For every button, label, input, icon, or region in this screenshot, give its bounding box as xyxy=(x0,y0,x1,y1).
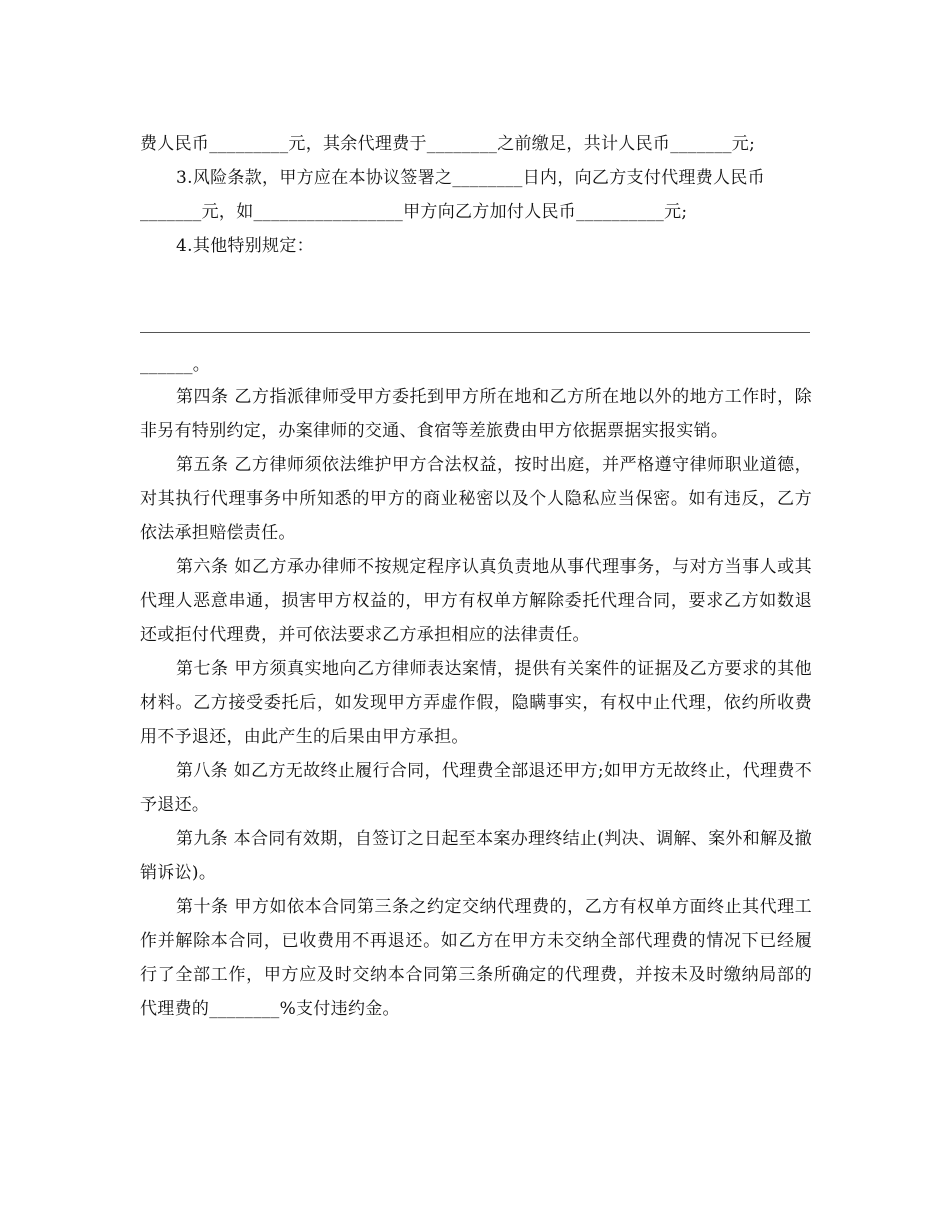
blank-tail-block xyxy=(140,348,812,382)
blank-fill-line xyxy=(140,332,810,333)
article-8: 第八条 如乙方无故终止履行合同，代理费全部退还甲方;如甲方无故终止，代理费不予退还。 xyxy=(140,761,812,815)
article-9: 第九条 本合同有效期，自签订之日起至本案办理终结止(判决、调解、案外和解及撤销诉讼)。 xyxy=(140,829,812,883)
article-10: 第十条 甲方如依本合同第三条之约定交纳代理费的，乙方有权单方面终止其代理工作并解除本合同，已收费用不再退还。如乙方在甲方未交纳全部代理费的情况下已经履行了全部工作，甲方应及时交纳本合同第三条所确定的代理费，并按未及时缴纳局部的代理费的________%支付违约金。 xyxy=(140,897,812,1019)
fee-clause-block xyxy=(140,127,812,263)
article-7: 第七条 甲方须真实地向乙方律师表达案情，提供有关案件的证据及乙方要求的其他材料。乙方接受委托后，如发现甲方弄虚作假，隐瞒事实，有权中止代理，依约所收费用不予退还，由此产生的后果由甲方承担。 xyxy=(140,659,812,747)
other-provisions-heading: 4.其他特别规定： xyxy=(176,236,314,256)
article-4: 第四条 乙方指派律师受甲方委托到甲方所在地和乙方所在地以外的地方工作时，除非另有特别约定，办案律师的交通、食宿等差旅费由甲方依据票据实报实销。 xyxy=(140,387,812,441)
blank-tail: ______。 xyxy=(140,355,211,375)
fee-line-1: 费人民币_________元，其余代理费于________之前缴足，共计人民币_______元; xyxy=(140,134,756,154)
article-5: 第五条 乙方律师须依法维护甲方合法权益，按时出庭，并严格遵守律师职业道德，对其执行代理事务中所知悉的甲方的商业秘密以及个人隐私应当保密。如有违反，乙方依法承担赔偿责任。 xyxy=(140,455,812,543)
articles-block xyxy=(140,380,812,1026)
risk-clause-line: 3.风险条款，甲方应在本协议签署之________日内，向乙方支付代理费人民币 xyxy=(176,168,765,188)
article-6: 第六条 如乙方承办律师不按规定程序认真负责地从事代理事务，与对方当事人或其代理人恶意串通，损害甲方权益的，甲方有权单方解除委托代理合同，要求乙方如数退还或拒付代理费，并可依法要求乙方承担相应的法律责任。 xyxy=(140,557,812,645)
risk-clause-line-continued: _______元，如_________________甲方向乙方加付人民币__________元; xyxy=(140,202,688,222)
